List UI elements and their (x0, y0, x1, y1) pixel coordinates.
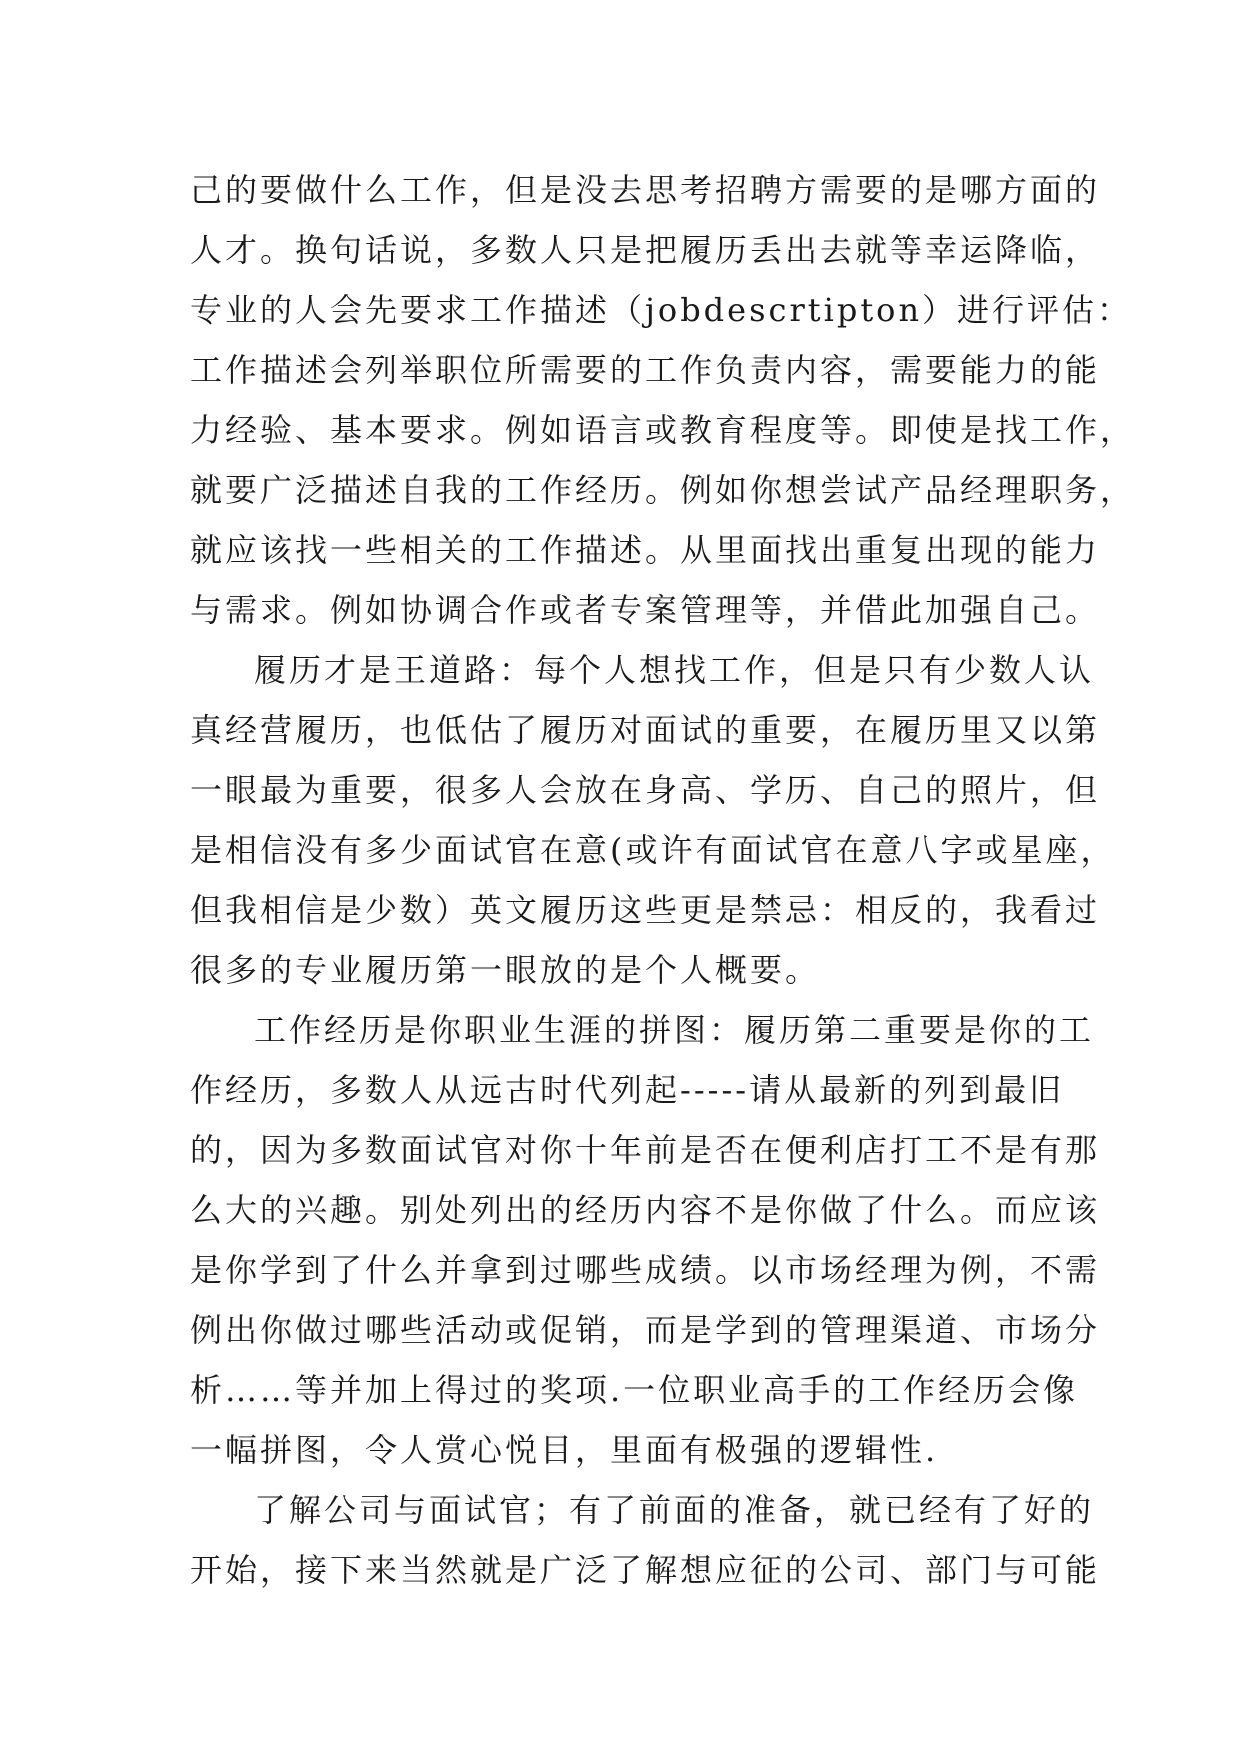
text-line: 开始，接下来当然就是广泛了解想应征的公司、部门与可能 (190, 1551, 1101, 1589)
text-line: 但我相信是少数）英文履历这些更是禁忌：相反的，我看过 (190, 891, 1101, 929)
text-line: 一眼最为重要，很多人会放在身高、学历、自己的照片，但 (190, 771, 1101, 809)
text-line: 就应该找一些相关的工作描述。从里面找出重复出现的能力 (190, 531, 1101, 569)
text-line: 真经营履历，也低估了履历对面试的重要，在履历里又以第 (190, 711, 1101, 749)
text-line: 例出你做过哪些活动或促销，而是学到的管理渠道、市场分 (190, 1311, 1101, 1349)
text-line: 析……等并加上得过的奖项.一位职业高手的工作经历会像 (190, 1371, 1079, 1409)
text-line: 作经历，多数人从远古时代列起-----请从最新的列到最旧 (190, 1071, 1065, 1109)
paragraph-start-line: 履历才是王道路：每个人想找工作，但是只有少数人认 (254, 651, 1095, 689)
text-line: 就要广泛描述自我的工作经历。例如你想尝试产品经理职务， (190, 471, 1136, 509)
text-line: 的，因为多数面试官对你十年前是否在便利店打工不是有那 (190, 1131, 1101, 1169)
text-line: 与需求。例如协调合作或者专案管理等，并借此加强自己。 (190, 591, 1101, 629)
paragraph-start-line: 了解公司与面试官；有了前面的准备，就已经有了好的 (254, 1491, 1095, 1529)
text-line: 己的要做什么工作，但是没去思考招聘方需要的是哪方面的 (190, 171, 1101, 209)
body-text (190, 160, 1136, 1600)
text-line: 力经验、基本要求。例如语言或教育程度等。即使是找工作， (190, 411, 1136, 449)
paragraph-start-line: 工作经历是你职业生涯的拼图：履历第二重要是你的工 (254, 1011, 1095, 1049)
text-line: 一幅拼图，令人赏心悦目，里面有极强的逻辑性. (190, 1431, 939, 1469)
text-line: 么大的兴趣。别处列出的经历内容不是你做了什么。而应该 (190, 1191, 1101, 1229)
text-line: 人才。换句话说，多数人只是把履历丢出去就等幸运降临， (190, 231, 1101, 269)
text-line: 是你学到了什么并拿到过哪些成绩。以市场经理为例，不需 (190, 1251, 1101, 1289)
text-line: 是相信没有多少面试官在意(或许有面试官在意八字或星座， (190, 831, 1116, 869)
text-line: 很多的专业履历第一眼放的是个人概要。 (190, 951, 821, 989)
text-line: 工作描述会列举职位所需要的工作负责内容，需要能力的能 (190, 351, 1101, 389)
text-line: 专业的人会先要求工作描述（jobdescrtipton）进行评估： (190, 291, 1133, 329)
